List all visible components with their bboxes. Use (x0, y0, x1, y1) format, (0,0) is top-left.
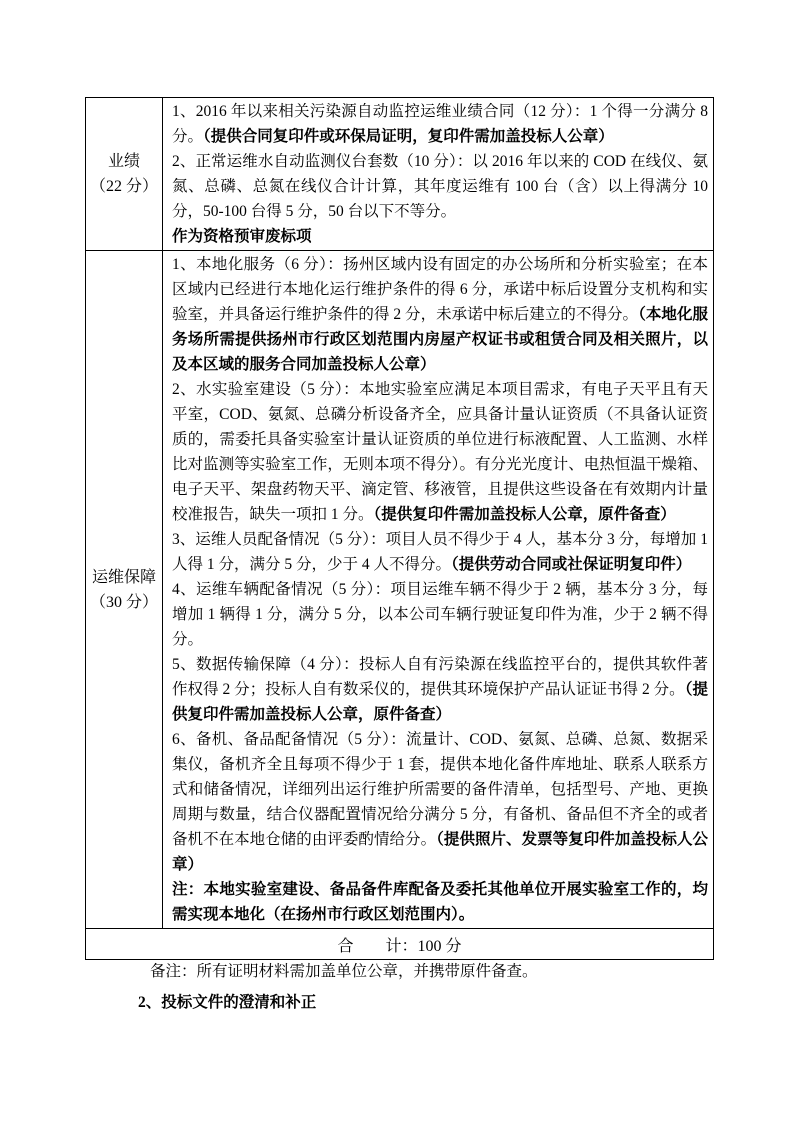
criteria-paragraph (172, 252, 708, 377)
text-segment: 1、本地化服务（6 分）：扬州区域内设有固定的办公场所和分析实验室；在本区域内已经进行本地化运行维护条件的得 6 分，承诺中标后设置分支机构和实验室，并具备运行维护条件的得 2 分，未承诺中标后建立的不得分。 (172, 256, 708, 323)
evaluation-score-table (85, 97, 714, 960)
criteria-paragraph (172, 577, 708, 652)
row-label-maintenance-title: 运维保障 (91, 568, 156, 586)
criteria-paragraph (172, 877, 708, 927)
total-row-label: 合 计：100 分 (86, 929, 714, 960)
criteria-paragraph (172, 727, 708, 877)
criteria-cell-maintenance (163, 251, 714, 929)
text-segment: 4、运维车辆配备情况（5 分）：项目运维车辆不得少于 2 辆，基本分 3 分，每增加 1 辆得 1 分，满分 5 分，以本公司车辆行驶证复印件为准，少于 2 辆不得分。 (172, 581, 708, 648)
row-label-maintenance-score: （30 分） (89, 593, 158, 611)
table-row-total (86, 929, 714, 960)
text-segment: 2、正常运维水自动监测仪台套数（10 分）：以 2016 年以来的 COD 在线仪、氨氮、总磷、总氮在线仪合计计算，其年度运维有 100 台（含）以上得满分 10 分，50-100 台得 5 分，50 台以下不等分。 (172, 153, 708, 220)
text-segment: 2、水实验室建设（5 分）：本地实验室应满足本项目需求，有电子天平且有天平室，COD、氨氮、总磷分析设备齐全，应具备计量认证资质（不具备认证资质的，需委托具备实验室计量认证资质的单位进行标液配置、人工监测、水样比对监测等实验室工作，无则本项不得分）。有分光光度计、电热恒温干燥箱、电子天平、架盘药物天平、滴定管、移液管，且提供这些设备在有效期内计量校准报告，缺失一项扣 1 分。 (172, 381, 708, 523)
table-row-performance (86, 98, 714, 251)
criteria-paragraph (172, 224, 708, 249)
row-label-performance-title: 业绩 (107, 153, 140, 170)
text-segment-bold: 作为资格预审废标项 (172, 228, 312, 245)
text-segment-bold: （提供劳动合同或社保证明复印件） (451, 556, 692, 573)
criteria-paragraph (172, 527, 708, 577)
text-segment: 6、备机、备品配备情况（5 分）：流量计、COD、氨氮、总磷、总氮、数据采集仪，备机齐全且每项不得少于 1 套，提供本地化备件库地址、联系人联系方式和储备情况，详细列出运行维护所需要的备件清单，包括型号、产地、更换周期与数量，结合仪器配置情况给分满分 5 分，有备机、备品但不齐全的或者备机不在本地仓储的由评委酌情给分。 (172, 731, 708, 848)
text-segment-bold: （本地化服务场所需提供扬州市行政区划范围内房屋产权证书或租赁合同及相关照片，以及本区域的服务合同加盖投标人公章） (172, 306, 708, 373)
criteria-paragraph (172, 652, 708, 727)
row-label-performance (86, 98, 163, 251)
criteria-paragraph (172, 99, 708, 149)
text-segment: 5、数据传输保障（4 分）：投标人自有污染源在线监控平台的，提供其软件著作权得 2 分；投标人自有数采仪的，提供其环境保护产品认证证书得 2 分。 (172, 656, 708, 698)
text-segment: 1、2016 年以来相关污染源自动监控运维业绩合同（12 分）：1 个得一分满分 8 分。 (172, 103, 708, 145)
row-label-maintenance (86, 251, 163, 929)
section-heading-clarification: 2、投标文件的澄清和补正 (138, 994, 317, 1011)
criteria-paragraph (172, 149, 708, 224)
criteria-paragraph (172, 377, 708, 527)
text-segment-bold: （提供复印件需加盖投标人公章，原件备查） (373, 506, 676, 523)
criteria-cell-performance (163, 98, 714, 251)
text-segment-bold: （提供照片、发票等复印件加盖投标人公章） (172, 831, 708, 873)
table-row-maintenance (86, 251, 714, 929)
text-segment-bold: （提供复印件需加盖投标人公章，原件备查） (172, 681, 708, 723)
text-segment-bold: （提供合同复印件或环保局证明，复印件需加盖投标人公章） (203, 128, 614, 145)
text-segment: 3、运维人员配备情况（5 分）：项目人员不得少于 4 人，基本分 3 分，每增加 1 人得 1 分，满分 5 分，少于 4 人不得分。 (172, 531, 708, 573)
text-segment-bold: 注：本地实验室建设、备品备件库配备及委托其他单位开展实验室工作的，均需实现本地化（在扬州市行政区划范围内）。 (172, 881, 708, 923)
remark-note: 备注：所有证明材料需加盖单位公章，并携带原件备查。 (150, 963, 538, 980)
row-label-performance-score: （22 分） (89, 178, 158, 195)
